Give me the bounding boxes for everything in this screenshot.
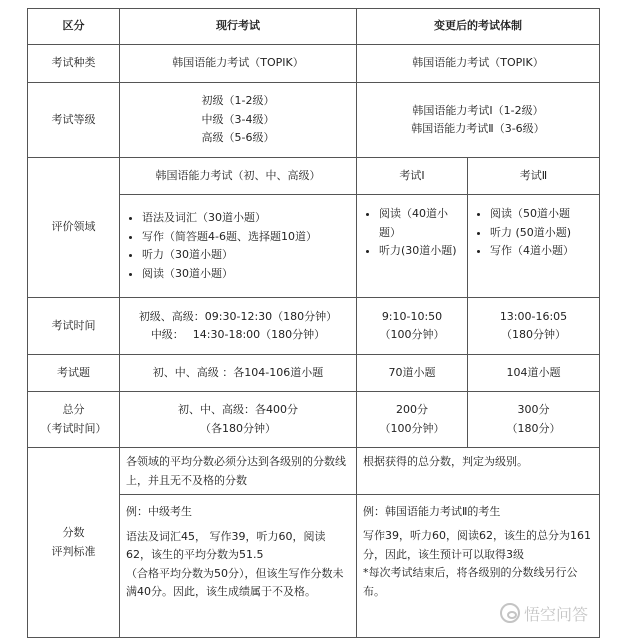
exam1-score-line: 200分 <box>396 403 428 416</box>
label-domain: 评价领域 <box>28 158 120 298</box>
exam1-domain-list <box>357 195 468 298</box>
new-rule: 根据获得的总分数，判定为级别。 <box>357 448 599 495</box>
exam1-questions: 70道小题 <box>357 355 468 392</box>
label-criteria-line: 分数 <box>62 526 85 539</box>
current-total-score <box>120 392 357 448</box>
exam2-title: 考试Ⅱ <box>468 158 600 195</box>
current-domain-item: • 听力（30道小题） <box>142 246 352 265</box>
exam2-domain-item: • 写作（4道小题） <box>490 242 595 261</box>
exam1-time <box>357 298 468 355</box>
current-score-line: 初、中、高级：各400分 <box>178 403 298 416</box>
row-questions <box>28 355 600 392</box>
new-level-line: 韩国语能力考试Ⅰ（1-2级） <box>412 103 544 117</box>
new-example-line: 写作39，听力60，阅读62，该生的总分为161分，因此，该生预计可以取得3级 <box>363 529 591 561</box>
current-domain-item: • 阅读（30道小题） <box>142 265 352 284</box>
exam2-time-line: （180分钟） <box>501 328 566 341</box>
row-exam-time <box>28 298 600 355</box>
label-exam-type: 考试种类 <box>28 45 120 83</box>
new-level-line: 韩国语能力考试Ⅱ（3-6级） <box>411 122 545 135</box>
current-domain-title: 韩国语能力考试（初、中、高级） <box>120 158 357 195</box>
current-time-line: 初级、高级：09:30-12:30（180分钟） <box>138 309 338 323</box>
label-score-line: 总分 <box>62 403 85 416</box>
label-score-line: （考试时间） <box>40 421 107 435</box>
label-total-score <box>28 392 120 448</box>
new-example-line: *每次考试结束后，将各级别的分数线另行公布。 <box>363 566 578 598</box>
exam2-domain-list <box>468 195 600 298</box>
wukong-logo-icon <box>500 603 520 623</box>
current-score-line: （各180分钟） <box>200 421 276 435</box>
current-level-line: 初级（1-2级） <box>201 94 275 108</box>
current-time-line: 中级： 14:30-18:00（180分钟） <box>150 328 326 341</box>
exam1-domain-item: • 阅读（40道小题） <box>379 205 463 242</box>
exam2-questions: 104道小题 <box>468 355 600 392</box>
row-exam-level <box>28 83 600 158</box>
label-criteria-line: 评判标准 <box>51 544 96 558</box>
row-total-score <box>28 392 600 448</box>
exam2-score-line: （180分） <box>506 421 561 435</box>
current-example-title: 例：中级考生 <box>126 505 192 518</box>
exam1-domain-item: • 听力(30道小题) <box>379 242 463 261</box>
header-category: 区分 <box>28 9 120 45</box>
new-levels <box>357 83 600 158</box>
current-questions: 初、中、高级 ：各104-106道小题 <box>120 355 357 392</box>
exam2-domain-item: • 听力 (50道小题) <box>490 224 595 243</box>
label-exam-level: 考试等级 <box>28 83 120 158</box>
exam2-total-score <box>468 392 600 448</box>
exam1-time-line: 9:10-10:50 <box>381 309 443 323</box>
exam2-time <box>468 298 600 355</box>
new-example <box>357 495 599 602</box>
label-exam-time: 考试时间 <box>28 298 120 355</box>
current-example-line: 语法及词汇45， 写作39，听力60，阅读62，该生的平均分数为51.5 <box>126 529 326 561</box>
current-levels <box>120 83 357 158</box>
current-domain-item: • 语法及词汇（30道小题） <box>142 209 352 228</box>
watermark-text: 悟空问答 <box>524 606 589 624</box>
current-level-line: 高级（5-6级） <box>201 131 275 145</box>
exam1-time-line: （100分钟） <box>379 328 445 341</box>
exam1-title: 考试Ⅰ <box>357 158 468 195</box>
header-current-exam: 现行考试 <box>120 9 357 45</box>
current-exam-time <box>120 298 357 355</box>
current-domain-item: • 写作（简答题4-6题、选择题10道） <box>142 228 352 247</box>
current-example <box>120 495 356 602</box>
current-example-line: （合格平均分数为50分），但该生写作分数未满40分。因此，该生成绩属于不及格。 <box>126 566 344 598</box>
new-example-title: 例：韩国语能力考试Ⅱ的考生 <box>363 504 501 518</box>
new-exam-type: 韩国语能力考试（TOPIK） <box>357 45 600 83</box>
label-score-criteria <box>28 448 120 638</box>
exam1-total-score <box>357 392 468 448</box>
watermark <box>500 600 588 626</box>
exam1-score-line: （100分钟） <box>379 421 445 435</box>
row-domain-titles <box>28 158 600 195</box>
header-row <box>28 9 600 45</box>
current-exam-type: 韩国语能力考试（TOPIK） <box>120 45 357 83</box>
label-questions: 考试题 <box>28 355 120 392</box>
current-rule: 各领域的平均分数必须分达到各级别的分数线上，并且无不及格的分数 <box>120 448 356 495</box>
current-domain-list <box>120 195 357 298</box>
exam2-domain-item: • 阅读（50道小题 <box>490 205 595 224</box>
current-criteria <box>120 448 357 638</box>
exam2-score-line: 300分 <box>517 403 550 416</box>
row-exam-type <box>28 45 600 83</box>
current-level-line: 中级（3-4级） <box>201 112 275 126</box>
header-new-exam: 变更后的考试体制 <box>357 9 600 45</box>
exam2-time-line: 13:00-16:05 <box>499 309 568 323</box>
exam-comparison-table <box>27 8 600 638</box>
